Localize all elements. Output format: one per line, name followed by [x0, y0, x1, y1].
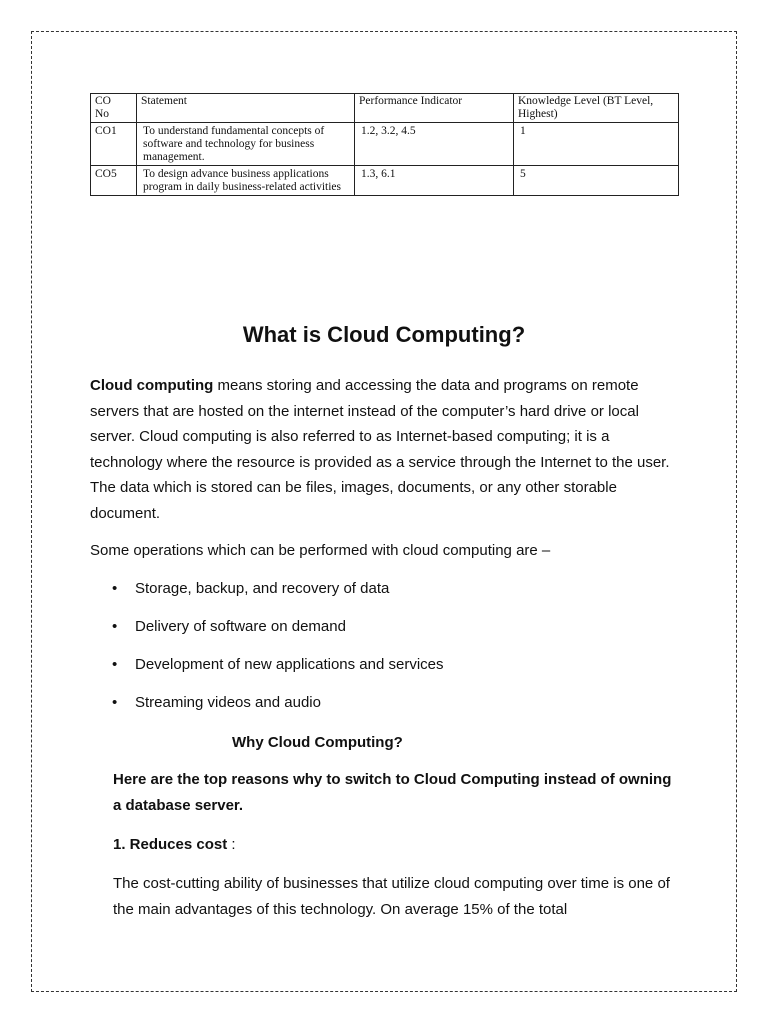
page-title: What is Cloud Computing? — [242, 322, 526, 347]
cost-paragraph: The cost-cutting ability of businesses that utilize cloud computing over time is one of the main advantages of this technology. On average 15% of the total — [113, 875, 670, 918]
cell-statement: To understand fundamental concepts of software and technology for business management. — [137, 123, 355, 166]
cell-indicator: 1.3, 6.1 — [355, 166, 514, 196]
list-item: • Delivery of software on demand — [112, 614, 444, 652]
cell-co: CO5 — [91, 166, 137, 196]
intro-paragraph — [90, 373, 680, 527]
operations-intro: Some operations which can be performed with cloud computing are – — [90, 542, 551, 559]
cell-level: 1 — [514, 123, 679, 166]
cell-level: 5 — [514, 166, 679, 196]
cell-indicator: 1.2, 3.2, 4.5 — [355, 123, 514, 166]
intro-text: means storing and accessing the data and programs on remote servers that are hosted on the internet instead of the computer’s hard drive or local server. Cloud computing is also referred to as Internet-based computing; it is a technology where the resource is provided as a service through the Internet to the user. The data which is stored can be files, images, documents, or any other storable document. — [90, 377, 670, 522]
cell-co: CO1 — [91, 123, 137, 166]
reason-1-heading: 1. Reduces cost : — [113, 836, 236, 853]
table-row — [91, 123, 679, 166]
operations-list — [112, 576, 444, 728]
header-knowledge-level: Knowledge Level (BT Level, Highest) — [514, 94, 679, 123]
bullet-icon: • — [112, 694, 118, 711]
co-table — [90, 93, 679, 196]
bullet-icon: • — [112, 656, 118, 673]
header-co-no: CO No — [91, 94, 137, 123]
intro-bold-lead: Cloud computing — [90, 377, 214, 394]
list-item: • Streaming videos and audio — [112, 690, 444, 728]
bullet-icon: • — [112, 580, 118, 597]
top-reasons-heading: Here are the top reasons why to switch to Cloud Computing instead of owning a database server. — [113, 771, 672, 814]
list-item: • Storage, backup, and recovery of data — [112, 576, 444, 614]
header-performance-indicator: Performance Indicator — [355, 94, 514, 123]
cell-statement: To design advance business applications program in daily business-related activities — [137, 166, 355, 196]
table-header-row — [91, 94, 679, 123]
header-statement: Statement — [137, 94, 355, 123]
table-row — [91, 166, 679, 196]
bullet-icon: • — [112, 618, 118, 635]
list-item: • Development of new applications and services — [112, 652, 444, 690]
why-heading: Why Cloud Computing? — [232, 734, 403, 751]
